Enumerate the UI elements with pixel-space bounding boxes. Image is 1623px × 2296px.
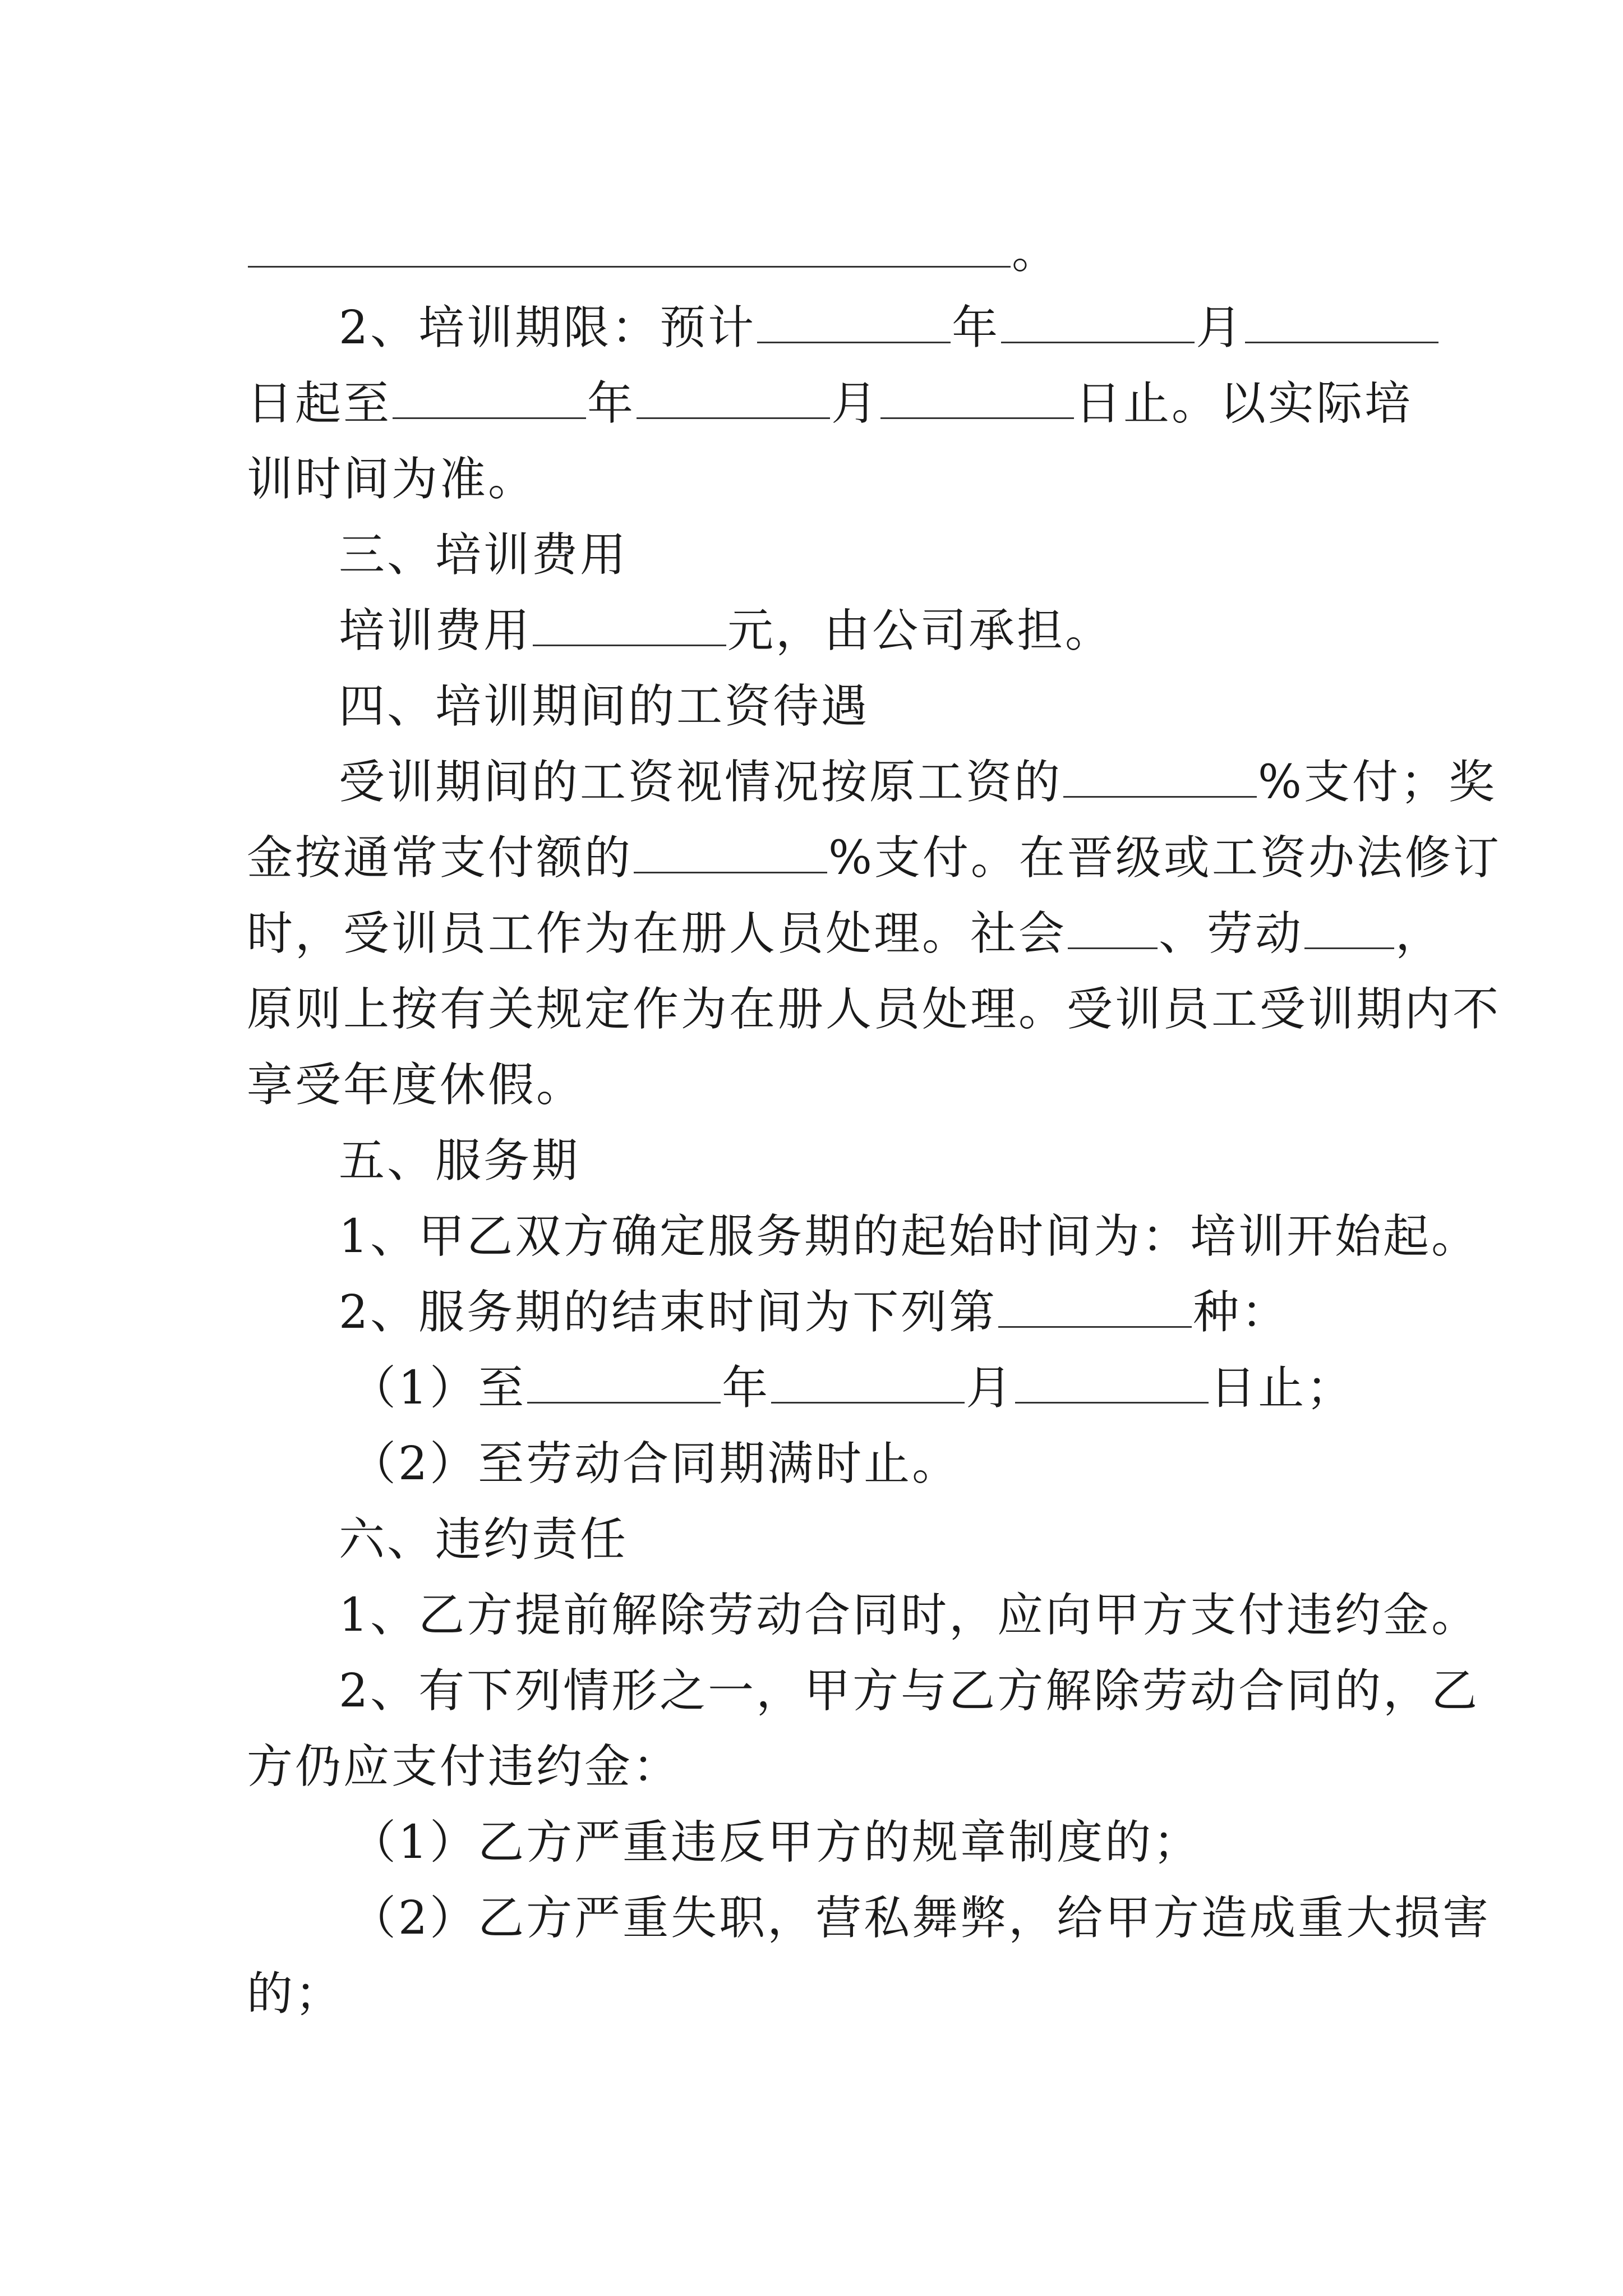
text: 训时间为准。	[247, 453, 537, 506]
text: 种：	[1193, 1286, 1290, 1339]
line-11	[247, 970, 1501, 1049]
line-22	[350, 1803, 1500, 1882]
blank-field[interactable]	[880, 381, 1074, 419]
text: 月	[966, 1361, 1015, 1415]
blank-field[interactable]	[1304, 912, 1394, 949]
text: （1）至	[350, 1361, 527, 1415]
line-24	[247, 1955, 1396, 2033]
section-heading-3	[339, 516, 1488, 595]
text: （2）乙方严重失职，营私舞弊，给甲方造成重大损害	[350, 1892, 1491, 1945]
text: （2）至劳动合同期满时止。	[350, 1437, 961, 1490]
line-4	[247, 440, 1396, 519]
blank-field[interactable]	[1015, 1366, 1209, 1404]
line-8	[339, 743, 1497, 822]
blank-field[interactable]	[533, 609, 726, 646]
section-heading-5	[339, 1122, 1488, 1200]
text: 2、服务期的结束时间为下列第	[339, 1286, 998, 1339]
heading-text: 六、违约责任	[339, 1513, 629, 1566]
text: ，	[1395, 907, 1444, 960]
text: 培训费用	[339, 604, 532, 657]
line-12	[247, 1046, 1396, 1125]
blank-field[interactable]	[998, 1290, 1192, 1328]
line-3	[247, 365, 1413, 443]
text: （1）乙方严重违反甲方的规章制度的；	[350, 1816, 1202, 1869]
text: 金按通常支付额的	[247, 831, 633, 885]
text: 受训期间的工资视情况按原工资的	[339, 756, 1063, 809]
blank-field[interactable]	[1001, 306, 1195, 343]
line-1	[247, 213, 1396, 292]
line-23	[350, 1879, 1500, 1958]
text: 年	[587, 377, 636, 430]
blank-field[interactable]	[527, 1366, 721, 1404]
text: 日止；	[1210, 1361, 1355, 1415]
line-16	[350, 1349, 1500, 1428]
line-19	[339, 1576, 1488, 1655]
text: %支付。在晋级或工资办法修订	[828, 831, 1501, 885]
text: 日起至	[247, 377, 392, 430]
blank-field[interactable]	[248, 230, 1011, 268]
text: 的；	[247, 1967, 344, 2021]
blank-field[interactable]	[393, 381, 586, 419]
text: 1、甲乙双方确定服务期的起始时间为：培训开始起。	[339, 1210, 1480, 1263]
text: 元，由公司承担。	[727, 604, 1114, 657]
text: 享受年度休假。	[247, 1059, 585, 1112]
blank-field[interactable]	[634, 836, 827, 873]
blank-field[interactable]	[1245, 306, 1438, 343]
text: 原则上按有关规定作为在册人员处理。受训员工受训期内不	[247, 983, 1501, 1036]
text: 时，受训员工作为在册人员处理。社会	[247, 907, 1067, 960]
text: 年	[722, 1361, 771, 1415]
line-10	[247, 895, 1444, 973]
line-15	[339, 1273, 1488, 1352]
line-21	[247, 1728, 1396, 1806]
section-heading-4	[339, 668, 1488, 746]
text: 月	[1196, 301, 1244, 355]
text: 、劳动	[1159, 907, 1304, 960]
heading-text: 四、培训期间的工资待遇	[339, 680, 870, 733]
text: 2、有下列情形之一，甲方与乙方解除劳动合同的，乙	[339, 1664, 1480, 1718]
text: 方仍应支付违约金：	[247, 1740, 681, 1793]
text: 日止。以实际培	[1075, 377, 1413, 430]
text: 2、培训期限：预计	[339, 301, 757, 355]
blank-field[interactable]	[757, 306, 951, 343]
line-9	[247, 819, 1501, 898]
line-14	[339, 1198, 1488, 1276]
text: 1、乙方提前解除劳动合同时，应向甲方支付违约金。	[339, 1589, 1480, 1642]
text: 月	[831, 377, 880, 430]
blank-field[interactable]	[1068, 912, 1158, 949]
blank-field[interactable]	[637, 381, 830, 419]
line-17	[350, 1425, 1500, 1503]
text: %支付；奖	[1258, 756, 1497, 809]
heading-text: 三、培训费用	[339, 528, 629, 582]
text: 。	[1012, 226, 1061, 279]
blank-field[interactable]	[1063, 760, 1257, 798]
line-6	[339, 592, 1488, 670]
line-20	[339, 1652, 1488, 1731]
section-heading-6	[339, 1501, 1488, 1579]
heading-text: 五、服务期	[339, 1134, 580, 1188]
text: 年	[952, 301, 1000, 355]
blank-field[interactable]	[771, 1366, 965, 1404]
line-2	[339, 289, 1488, 367]
